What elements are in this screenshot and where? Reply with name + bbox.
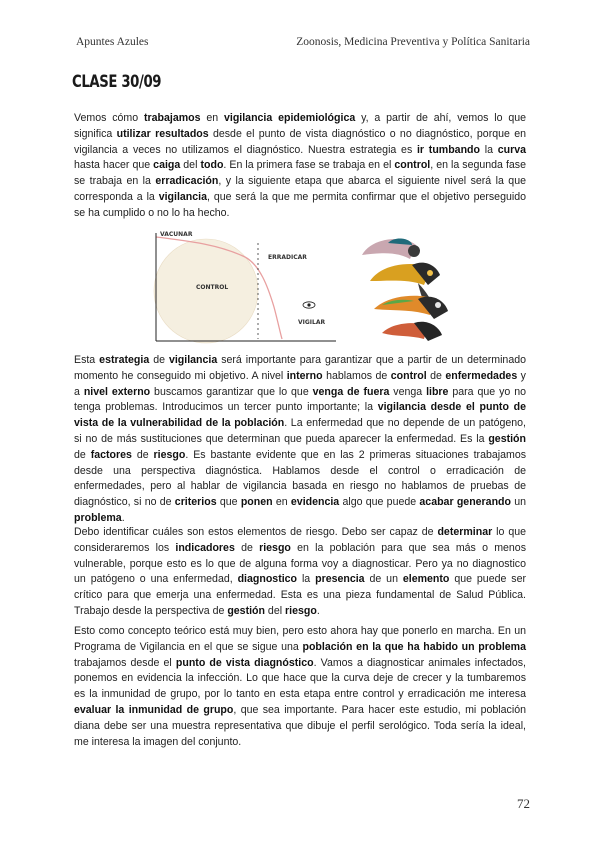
- text-run: Esto como concepto teórico está muy bien, pero esto ahora hay que ponerlo en marcha. En un Programa de Vigilancia en el que se sigue una: [74, 625, 526, 653]
- bold-term: acabar generando: [419, 496, 511, 509]
- text-run: trabajamos desde el: [74, 656, 176, 669]
- text-run: un: [510, 496, 527, 509]
- bold-term: curva: [497, 143, 526, 156]
- text-run: lo que consideraremos los: [74, 526, 527, 554]
- bold-term: evidencia: [290, 496, 340, 509]
- bold-term: caiga: [153, 159, 181, 172]
- bold-term: riesgo: [153, 448, 186, 461]
- bold-term: punto de vista diagnóstico: [175, 656, 314, 669]
- text-run: será importante para garantizar que a partir de un determinado momento he conseguido mi objetivo. A nivel: [74, 354, 526, 382]
- text-run: y, a partir de ahí, vemos lo que significa: [74, 112, 527, 140]
- bold-term: población en la que ha habido un problema: [302, 640, 526, 653]
- bold-term: criterios: [174, 496, 217, 509]
- bold-term: ir tumbando: [416, 143, 480, 156]
- bold-term: nivel externo: [83, 385, 151, 398]
- bold-term: erradicación: [155, 175, 219, 188]
- bold-term: libre: [426, 385, 449, 398]
- text-run: . Es bastante evidente que en las 2 primeras situaciones trabajamos desde una perspectiva diagnóstica. Hablamos desde el control o erradicación de enfermedades, pero al hablar de vigilancia basada en riesgo no hablamos de pruebas de diagnóstico, si no de: [74, 448, 527, 509]
- text-run: de: [426, 369, 446, 382]
- text-run: desde el punto de vista diagnóstico o no diagnóstico, porque en vigilancia a veces no utilizamos el diagnóstico. Nuestra estrategia es: [74, 127, 526, 156]
- bold-term: enfermedades: [445, 369, 518, 382]
- bold-term: estrategia: [99, 354, 150, 366]
- text-run: . En la primera fase se trabaja en el: [223, 159, 395, 172]
- text-run: . La enfermedad que no depende de un patógeno, si no de más sustituciones que determinan que pueda aparecer la enfermedad. Es la: [74, 417, 526, 445]
- bold-term: gestión: [227, 604, 265, 617]
- bold-term: control: [390, 369, 427, 382]
- toucan-4: [382, 322, 442, 341]
- text-run: de: [234, 541, 260, 554]
- bold-term: vigilancia epidemiológica: [223, 112, 356, 124]
- text-run: para que yo no tenga problemas. Introducimos un tercer punto importante; la: [74, 385, 526, 414]
- text-run: Esta: [74, 354, 100, 366]
- label-control: CONTROL: [196, 284, 229, 291]
- text-run: Debo identificar cuáles son estos elementos de riesgo. Debo ser capaz de: [74, 526, 438, 538]
- text-run: . Vamos a diagnosticar animales infectados, ponemos en evidencia la infección. Lo que hace que la curva deje de crecer y la tumbaremos es la inmunidad de grupo, por lo tanto en esta etapa entre control y erradicación me interesa: [74, 656, 526, 701]
- strategy-diagram: [150, 227, 340, 347]
- paragraph-1: [74, 111, 526, 222]
- bold-term: utilizar resultados: [116, 127, 209, 140]
- text-run: , y la siguiente etapa que abarca el siguiente nivel será la que corresponda a la: [74, 175, 526, 203]
- eye-icon: [303, 302, 315, 308]
- bold-term: interno: [286, 369, 323, 382]
- text-run: que: [216, 496, 241, 509]
- label-vacunar: VACUNAR: [160, 231, 193, 238]
- page-title: CLASE 30/09: [72, 72, 162, 92]
- text-run: hasta hacer que: [74, 159, 154, 172]
- bold-term: indicadores: [175, 541, 235, 554]
- bold-term: gestión: [488, 432, 526, 445]
- bold-term: trabajamos: [143, 112, 201, 124]
- control-circle: [154, 239, 258, 343]
- bold-term: factores: [90, 448, 132, 461]
- bold-term: riesgo: [259, 541, 291, 554]
- text-run: , que sea importante. Para hacer este estudio, mi población diana debe ser una muestra representativa que dibuje el perfil serológico. Toda sería la ideal, me interesa la imagen del conjunto.: [74, 703, 526, 748]
- bold-term: evaluar la inmunidad de grupo: [74, 703, 234, 716]
- bold-term: vigilancia: [158, 190, 207, 203]
- text-run: hablamos de: [322, 369, 391, 382]
- page-number: 72: [517, 796, 530, 811]
- bold-term: venga de fuera: [312, 385, 390, 398]
- bold-term: problema: [74, 511, 122, 524]
- text-run: de: [131, 448, 154, 461]
- label-vigilar: VIGILAR: [298, 319, 326, 326]
- bold-term: vigilancia: [168, 354, 218, 366]
- text-run: buscamos garantizar que lo que: [150, 385, 313, 398]
- paragraph-4: [74, 624, 526, 750]
- bold-term: todo: [200, 159, 224, 172]
- text-run: de: [74, 448, 91, 461]
- text-run: Vemos cómo: [74, 112, 144, 124]
- paragraph-2: [74, 353, 526, 527]
- bold-term: diagnostico: [237, 573, 298, 586]
- text-run: en la población para que sea más o menos vulnerable, porque esto es lo que de alguna forma voy a diagnosticar. Pero ya no diagnostico un patógeno o una enfermedad,: [74, 541, 526, 586]
- toucan-illustration: [352, 229, 460, 345]
- header-left: Apuntes Azules: [76, 36, 149, 48]
- paragraph-3: [74, 525, 526, 620]
- text-run: que puede ser crítico para que emerja una enfermedad. Esta es una pieza fundamental de Salud Pública. Trabajo desde la perspectiva de: [74, 573, 526, 617]
- text-run: y a: [74, 369, 526, 398]
- bold-term: riesgo: [285, 604, 317, 617]
- text-run: en: [272, 496, 291, 509]
- text-run: de un: [364, 573, 403, 586]
- text-run: de: [149, 354, 169, 366]
- toucan-1: [362, 239, 420, 259]
- text-run: en: [200, 112, 224, 124]
- bold-term: elemento: [402, 573, 450, 586]
- label-erradicar: ERRADICAR: [268, 254, 307, 261]
- text-run: venga: [389, 385, 427, 398]
- text-run: .: [121, 511, 125, 524]
- toucan-3: [374, 296, 448, 319]
- text-run: la: [479, 143, 498, 156]
- text-run: , que será la que me permita confirmar que el objetivo perseguido se ha cumplido o no lo ha hecho.: [74, 190, 526, 219]
- bold-term: vigilancia desde el punto de vista de la vulnerabilidad de la población: [74, 401, 526, 430]
- text-run: .: [316, 604, 320, 617]
- bold-term: presencia: [315, 573, 365, 586]
- text-run: , en la segunda fase se trabaja en la: [74, 159, 526, 188]
- text-run: la: [297, 573, 316, 586]
- bold-term: control: [394, 159, 431, 172]
- text-run: del: [264, 604, 286, 617]
- bold-term: ponen: [240, 496, 273, 509]
- header-right: Zoonosis, Medicina Preventiva y Política Sanitaria: [296, 36, 530, 48]
- text-run: algo que puede: [339, 496, 420, 509]
- text-run: del: [180, 159, 201, 172]
- bold-term: determinar: [437, 526, 493, 538]
